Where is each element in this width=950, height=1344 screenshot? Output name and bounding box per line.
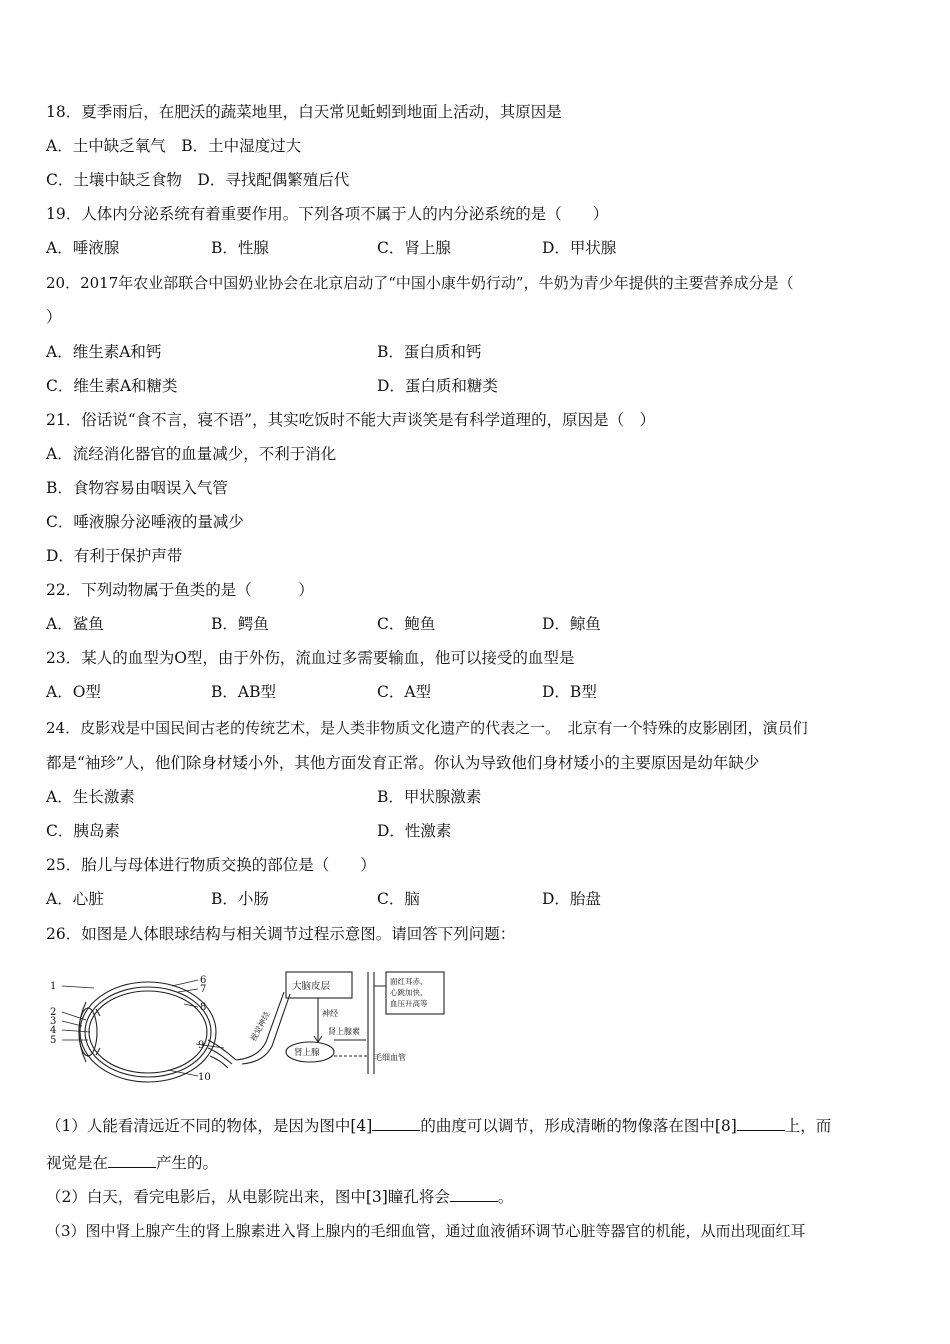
q25-option-b: B．小肠 [211,890,269,908]
q26-sub1-text-c: 上，而 [784,1117,832,1135]
q21-option-b: B．食物容易由咽误入气管 [46,479,228,497]
answer-blank[interactable] [372,1116,420,1131]
q26-sub1-line1 [46,1116,831,1136]
answer-blank[interactable] [737,1116,785,1131]
q20-stem-line1: 20．2017年农业部联合中国奶业协会在北京启动了“中国小康牛奶行动”，牛奶为青少年提供的主要营养成分是（ [46,274,794,292]
effect-line-1: 面红耳赤、 [390,977,428,986]
q26-sub2-text-b: 。 [497,1188,514,1206]
q24-stem-line1: 24．皮影戏是中国民间古老的传统艺术，是人类非物质文化遗产的代表之一。 北京有一个特殊的皮影剧团，演员们 [46,719,808,737]
eye-label-1: 1 [50,981,57,992]
q25-option-c: C．脑 [377,890,420,908]
q26-sub3: （3）图中肾上腺产生的肾上腺素进入肾上腺内的毛细血管，通过血液循环调节心脏等器官的机能，从而出现面红耳 [46,1222,806,1240]
q18-options-ab: A．土中缺乏氧气 B．土中湿度过大 [46,137,302,155]
q23-option-a: A．O型 [46,683,101,701]
answer-blank[interactable] [108,1153,156,1168]
q26-sub1-line2-a: 视觉是在 [46,1154,109,1172]
q24-option-c: C．胰岛素 [46,822,120,840]
eye-label-5: 5 [50,1035,57,1046]
q19-option-c: C．肾上腺 [377,239,451,257]
q20-option-a: A．维生素A和钙 [46,343,162,361]
q23-stem: 23．某人的血型为O型，由于外伤，流血过多需要输血，他可以接受的血型是 [46,649,575,667]
eye-label-6: 6 [200,975,207,986]
q25-option-a: A．心脏 [46,890,104,908]
optic-nerve-label: 视觉神经 [248,1010,272,1043]
eye-label-4: 4 [50,1025,57,1036]
q26-sub2-text-a: （2）白天，看完电影后，从电影院出来，图中[3]瞳孔将会 [46,1188,450,1206]
q19-stem: 19．人体内分泌系统有着重要作用。下列各项不属于人的内分泌系统的是（ ） [46,205,609,223]
q23-option-b: B．AB型 [211,683,276,701]
q21-option-d: D．有利于保护声带 [46,547,183,565]
eye-label-7: 7 [200,984,207,995]
q18-stem: 18．夏季雨后，在肥沃的蔬菜地里，白天常见蚯蚓到地面上活动，其原因是 [46,103,562,121]
nerve-label: 神经 [322,1009,338,1018]
q18-options-cd: C．土壤中缺乏食物 D．寻找配偶繁殖后代 [46,171,350,189]
eye-label-10: 10 [198,1072,211,1083]
eye-label-9: 9 [198,1040,205,1051]
q24-option-a: A．生长激素 [46,788,135,806]
q24-option-b: B．甲状腺激素 [377,788,482,806]
q22-option-c: C．鲍鱼 [377,615,436,633]
q19-option-a: A．唾液腺 [46,239,120,257]
q21-stem: 21．俗话说“食不言，寝不语”，其实吃饭时不能大声谈笑是有科学道理的，原因是（ ） [46,411,656,429]
q20-option-d: D．蛋白质和糖类 [377,377,498,395]
effect-line-3: 血压升高等 [390,999,428,1008]
q26-sub1-text-a: （1）人能看清远近不同的物体，是因为图中[4] [46,1117,373,1135]
q21-option-c: C．唾液腺分泌唾液的量减少 [46,513,244,531]
q23-option-c: C．A型 [377,683,432,701]
q24-stem-line2: 都是“袖珍”人，他们除身材矮小外，其他方面发育正常。你认为导致他们身材矮小的主要原因是幼年缺少 [46,754,760,772]
q25-stem: 25．胎儿与母体进行物质交换的部位是（ ） [46,856,376,874]
eyeball-drawing [79,982,236,1082]
answer-blank[interactable] [450,1187,498,1202]
q20-stem-line2: ） [46,308,62,326]
q22-option-b: B．鳄鱼 [211,615,269,633]
q19-option-d: D．甲状腺 [542,239,617,257]
q22-option-a: A．鲨鱼 [46,615,104,633]
q26-sub1-line2 [46,1153,218,1173]
cortex-label: 大脑皮层 [292,981,331,992]
q26-sub2 [46,1187,513,1207]
eye-label-2: 2 [50,1007,57,1018]
q24-option-d: D．性激素 [377,822,452,840]
effect-line-2: 心跳加快、 [390,988,428,997]
adrenal-label: 肾上腺 [294,1048,320,1058]
eye-label-8: 8 [200,1002,207,1013]
q19-option-b: B．性腺 [211,239,269,257]
q25-option-d: D．胎盘 [542,890,601,908]
q26-stem: 26．如图是人体眼球结构与相关调节过程示意图。请回答下列问题： [46,925,516,943]
eye-regulation-diagram [48,964,448,1086]
q23-option-d: D．B型 [542,683,597,701]
q26-sub1-text-b: 的曲度可以调节，形成清晰的物像落在图中[8] [420,1117,737,1135]
eye-label-3: 3 [50,1016,57,1027]
q22-stem: 22．下列动物属于鱼类的是（ ） [46,581,314,599]
q26-sub1-line2-b: 产生的。 [156,1154,219,1172]
q21-option-a: A．流经消化器官的血量减少，不利于消化 [46,445,337,463]
hormone-label: 肾上腺素 [328,1027,360,1036]
q20-option-b: B．蛋白质和钙 [377,343,482,361]
capillary-label: 毛细血管 [374,1053,406,1062]
q20-option-c: C．维生素A和糖类 [46,377,178,395]
q22-option-d: D．鲸鱼 [542,615,601,633]
